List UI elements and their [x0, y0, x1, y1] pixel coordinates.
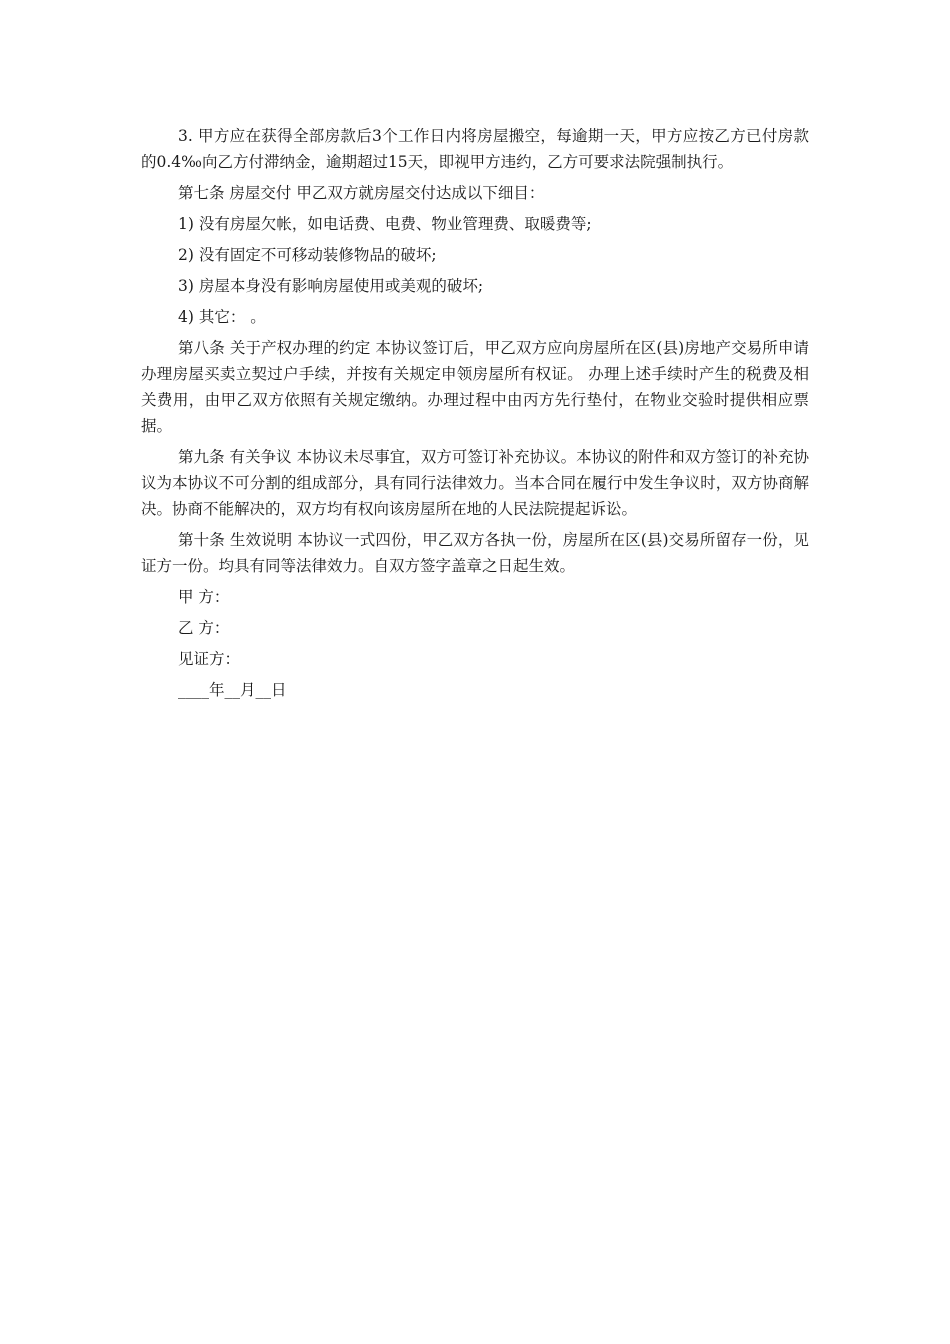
document-body	[141, 123, 809, 708]
clause-7-item-1: 1) 没有房屋欠帐，如电话费、电费、物业管理费、取暖费等;	[178, 215, 592, 233]
clause-7-heading: 第七条 房屋交付 甲乙双方就房屋交付达成以下细目：	[178, 184, 545, 202]
clause-7-item-3: 3) 房屋本身没有影响房屋使用或美观的破坏;	[178, 277, 484, 295]
clause-8: 第八条 关于产权办理的约定 本协议签订后，甲乙双方应向房屋所在区(县)房地产交易所申请办理房屋买卖立契过户手续，并按有关规定申领房屋所有权证。 办理上述手续时产生的税费及相关费用，由甲乙双方依照有关规定缴纳。办理过程中由丙方先行垫付，在物业交验时提供相应票据。	[141, 339, 809, 435]
date-line: ____年__月__日	[178, 681, 287, 699]
clause-7-item-4: 4) 其它： 。	[178, 308, 266, 326]
clause-10: 第十条 生效说明 本协议一式四份，甲乙双方各执一份，房屋所在区(县)交易所留存一份，见证方一份。均具有同等法律效力。自双方签字盖章之日起生效。	[141, 531, 809, 575]
clause-6-item-3: 3. 甲方应在获得全部房款后3个工作日内将房屋搬空，每逾期一天，甲方应按乙方已付房款的0.4‰向乙方付滞纳金，逾期超过15天，即视甲方违约，乙方可要求法院强制执行。	[141, 127, 809, 171]
witness-signature-line: 见证方：	[178, 650, 241, 668]
party-b-signature-line: 乙 方：	[178, 619, 230, 637]
clause-9: 第九条 有关争议 本协议未尽事宜，双方可签订补充协议。本协议的附件和双方签订的补充协议为本协议不可分割的组成部分，具有同行法律效力。当本合同在履行中发生争议时，双方协商解决。协商不能解决的，双方均有权向该房屋所在地的人民法院提起诉讼。	[141, 448, 809, 518]
clause-7-item-2: 2) 没有固定不可移动装修物品的破坏;	[178, 246, 437, 264]
party-a-signature-line: 甲 方：	[178, 588, 230, 606]
